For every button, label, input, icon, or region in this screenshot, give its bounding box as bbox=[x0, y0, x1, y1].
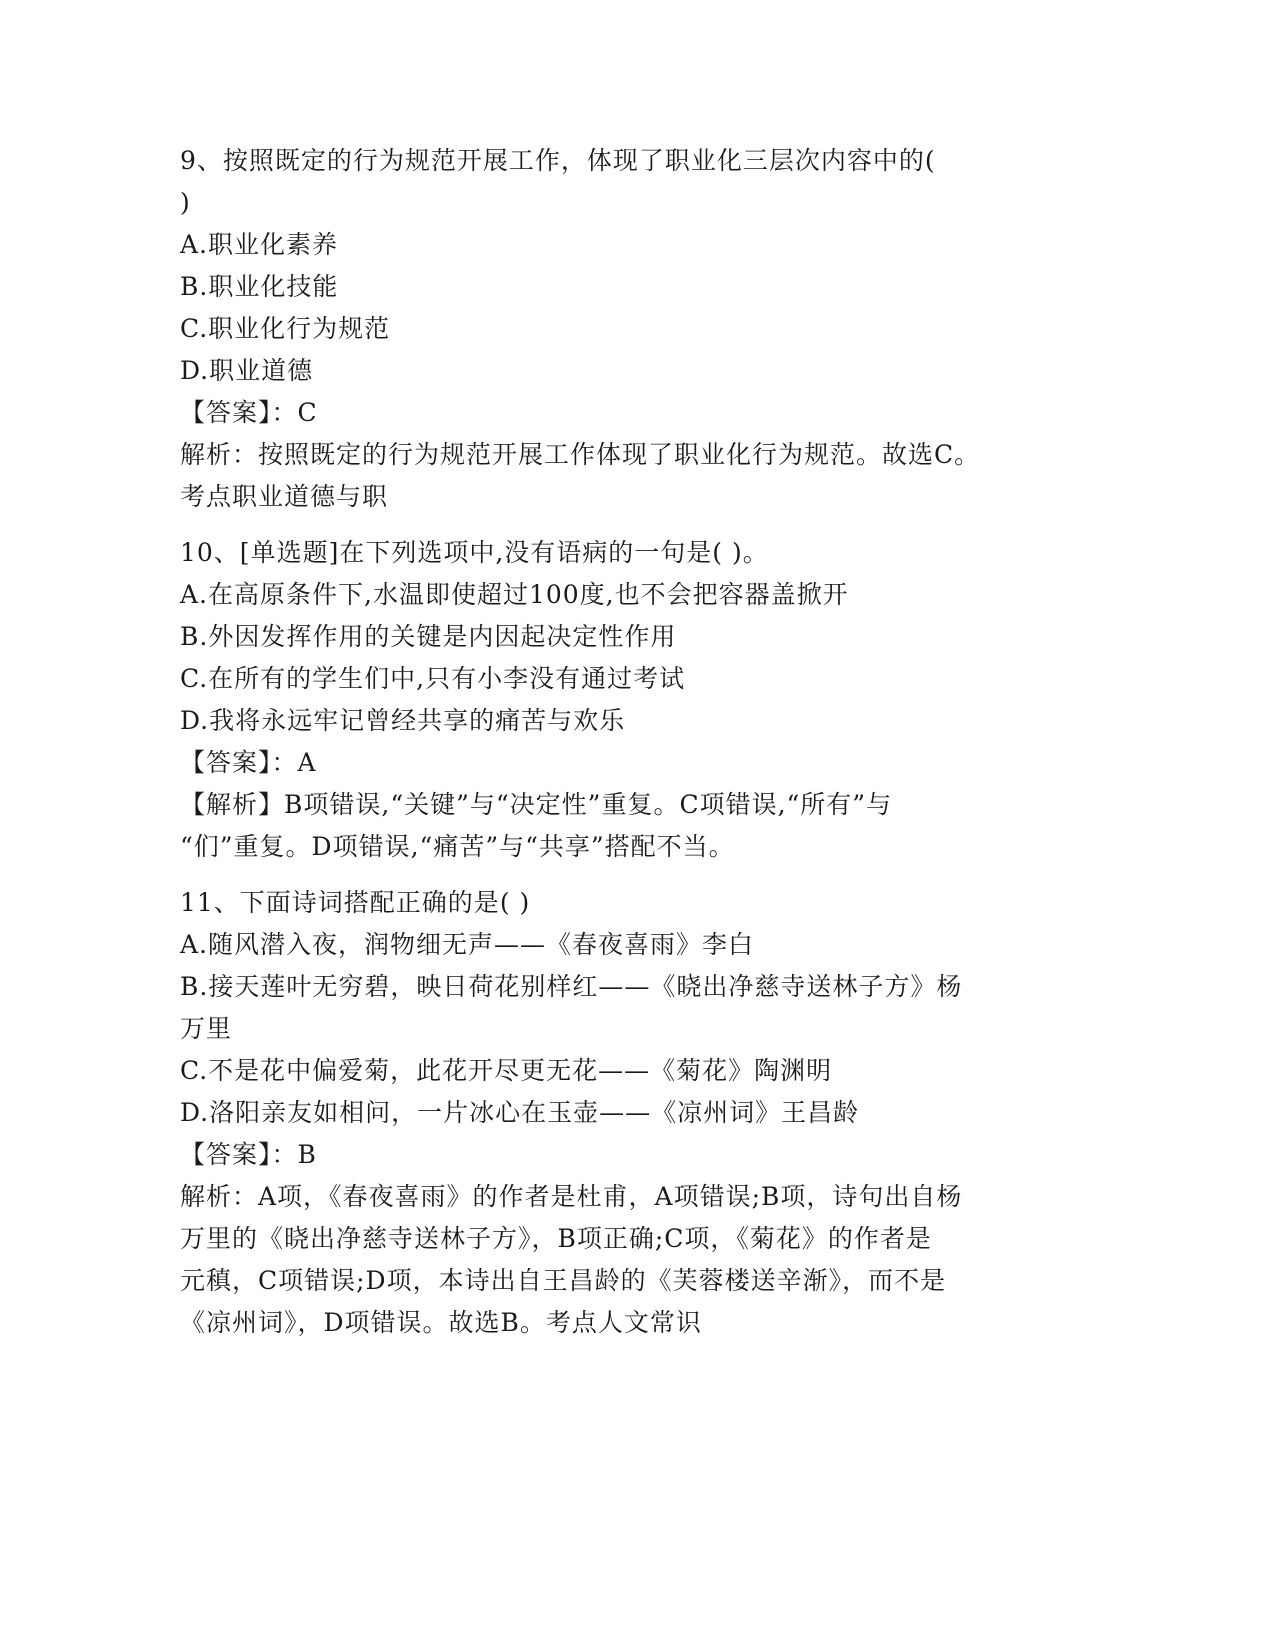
question-11 bbox=[180, 882, 1050, 1344]
question-stem-line: 10、[单选题]在下列选项中,没有语病的一句是( )。 bbox=[180, 538, 769, 567]
explanation-line: 《凉州词》，D项错误。故选B。考点人文常识 bbox=[180, 1308, 702, 1337]
option-b: B.职业化技能 bbox=[180, 272, 339, 301]
option-d: D.我将永远牢记曾经共享的痛苦与欢乐 bbox=[180, 706, 626, 735]
option-b-continued: 万里 bbox=[180, 1014, 233, 1043]
explanation-line: 考点职业道德与职 bbox=[180, 482, 389, 511]
option-c: C.不是花中偏爱菊，此花开尽更无花——《菊花》陶渊明 bbox=[180, 1056, 833, 1085]
option-c: C.职业化行为规范 bbox=[180, 314, 391, 343]
question-stem-line: 9、按照既定的行为规范开展工作，体现了职业化三层次内容中的( bbox=[180, 146, 936, 175]
option-a: A.随风潜入夜，润物细无声——《春夜喜雨》李白 bbox=[180, 930, 755, 959]
question-stem-line: 11、下面诗词搭配正确的是( ) bbox=[180, 888, 531, 917]
explanation-line: 万里的《晓出净慈寺送林子方》，B项正确;C项，《菊花》的作者是 bbox=[180, 1224, 932, 1253]
option-a: A.在高原条件下,水温即使超过100度,也不会把容器盖掀开 bbox=[180, 580, 849, 609]
option-d: D.职业道德 bbox=[180, 356, 314, 385]
option-d: D.洛阳亲友如相问，一片冰心在玉壶——《凉州词》王昌龄 bbox=[180, 1098, 860, 1127]
answer-line: 【答案】：C bbox=[180, 398, 318, 427]
answer-line: 【答案】：B bbox=[180, 1140, 317, 1169]
option-b: B.接天莲叶无穷碧，映日荷花别样红——《晓出净慈寺送林子方》杨 bbox=[180, 972, 963, 1001]
explanation-line: 解析：按照既定的行为规范开展工作体现了职业化行为规范。故选C。 bbox=[180, 440, 981, 469]
explanation-line: “们”重复。D项错误,“痛苦”与“共享”搭配不当。 bbox=[180, 832, 735, 861]
option-c: C.在所有的学生们中,只有小李没有通过考试 bbox=[180, 664, 686, 693]
option-b: B.外因发挥作用的关键是内因起决定性作用 bbox=[180, 622, 677, 651]
option-a: A.职业化素养 bbox=[180, 230, 339, 259]
explanation-line: 元稹，C项错误;D项，本诗出自王昌龄的《芙蓉楼送辛渐》，而不是 bbox=[180, 1266, 947, 1295]
question-9 bbox=[180, 140, 1050, 518]
question-10 bbox=[180, 532, 1050, 868]
explanation-line: 【解析】B项错误,“关键”与“决定性”重复。C项错误,“所有”与 bbox=[180, 790, 893, 819]
question-stem-line: ) bbox=[180, 188, 191, 217]
answer-line: 【答案】：A bbox=[180, 748, 317, 777]
explanation-line: 解析：A项，《春夜喜雨》的作者是杜甫，A项错误;B项，诗句出自杨 bbox=[180, 1182, 963, 1211]
